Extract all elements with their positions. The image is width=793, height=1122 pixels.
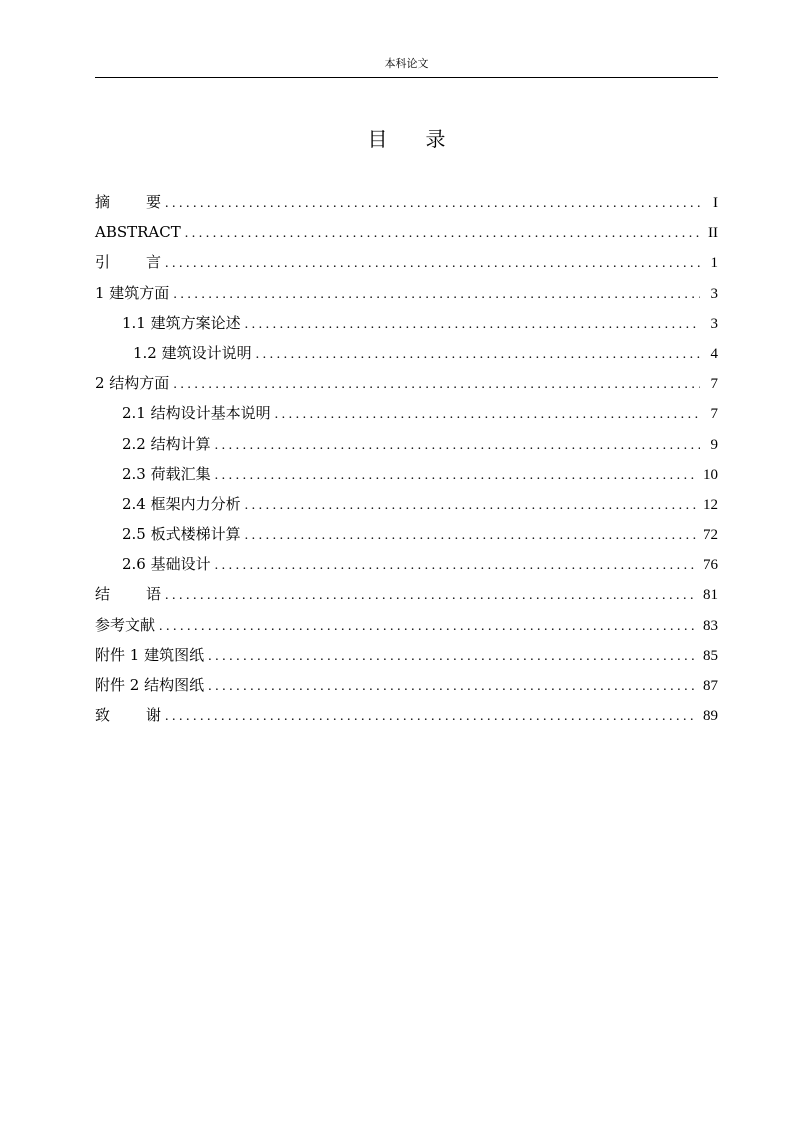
toc-leader-dots: [256, 340, 700, 370]
toc-leader-dots: [173, 280, 700, 310]
toc-entry-page: 76: [703, 557, 718, 574]
toc-entry-label: 摘要: [95, 193, 162, 211]
toc-entry-page: 72: [703, 527, 718, 544]
toc-entry-label: 附件 2 结构图纸: [95, 676, 205, 694]
toc-entry[interactable]: [95, 398, 718, 428]
toc-entry[interactable]: [95, 489, 718, 519]
toc-entry[interactable]: [95, 700, 718, 730]
toc-entry-label: 2 结构方面: [95, 374, 170, 393]
toc-leader-dots: [165, 702, 697, 732]
toc-entry[interactable]: [95, 247, 718, 277]
toc-entry-label: 1.2 建筑设计说明: [133, 343, 252, 362]
toc-leader-dots: [215, 551, 697, 581]
toc-entry[interactable]: [95, 610, 718, 640]
toc-entry[interactable]: [95, 217, 718, 247]
toc-entry-label: 结语: [95, 585, 162, 604]
toc-entry-label: ABSTRACT: [95, 223, 181, 242]
toc-leader-dots: [185, 219, 700, 249]
toc-entry-page: 1: [710, 255, 718, 272]
toc-entry-label: 2.6 基础设计: [122, 555, 211, 574]
toc-entry-page: 85: [703, 647, 718, 664]
toc-leader-dots: [165, 249, 700, 279]
toc-entry-page: 7: [710, 406, 718, 423]
toc-entry-page: 4: [710, 345, 718, 362]
page-header: 本科论文: [384, 57, 429, 70]
toc-leader-dots: [173, 370, 700, 400]
toc-entry-label: 参考文献: [95, 615, 156, 634]
toc-entry-label: 致谢: [95, 706, 162, 725]
toc-leader-dots: [245, 491, 697, 521]
toc-entry-page: 12: [703, 496, 718, 513]
toc-entry-label: 1 建筑方面: [95, 283, 170, 302]
toc-entry-page: 9: [710, 436, 718, 453]
toc-leader-dots: [245, 310, 700, 340]
toc-entry[interactable]: [95, 519, 718, 549]
toc-entry[interactable]: [95, 308, 718, 338]
toc-entry-page: 3: [710, 315, 718, 332]
toc-entry-page: 81: [703, 587, 718, 604]
toc-entry-page: 83: [703, 617, 718, 634]
toc-leader-dots: [215, 461, 697, 491]
toc-entry-label: 2.1 结构设计基本说明: [122, 404, 271, 423]
toc-entry-label: 附件 1 建筑图纸: [95, 645, 205, 664]
toc-leader-dots: [159, 612, 697, 642]
toc-entry[interactable]: [95, 278, 718, 308]
toc-entry-label: 2.2 结构计算: [122, 434, 211, 453]
toc-entry[interactable]: [95, 429, 718, 459]
header-rule: [95, 77, 718, 78]
toc-entry[interactable]: [95, 579, 718, 609]
toc-entry-page: 89: [703, 708, 718, 725]
toc-entry[interactable]: [95, 368, 718, 398]
toc-entry-label: 2.4 框架内力分析: [122, 494, 241, 513]
toc-entry[interactable]: [95, 670, 718, 700]
toc-entry-page: 7: [710, 376, 718, 393]
toc-entry[interactable]: [95, 640, 718, 670]
toc-leader-dots: [208, 672, 697, 702]
toc-title: 目录: [367, 127, 484, 151]
toc-entry-label: 引言: [95, 253, 162, 272]
toc-entry-page: I: [713, 195, 718, 211]
toc-leader-dots: [245, 521, 697, 551]
toc-leader-dots: [215, 431, 700, 461]
toc-entry[interactable]: [95, 338, 718, 368]
toc-entry[interactable]: [95, 459, 718, 489]
toc-leader-dots: [275, 400, 700, 430]
toc-entry-page: 10: [703, 466, 718, 483]
toc-entry[interactable]: [95, 187, 718, 217]
toc-entry-label: 2.3 荷载汇集: [122, 464, 211, 483]
toc-entry-label: 1.1 建筑方案论述: [122, 313, 241, 332]
toc-entry-page: 3: [710, 285, 718, 302]
toc-leader-dots: [208, 642, 697, 672]
toc-leader-dots: [165, 189, 700, 219]
toc-leader-dots: [165, 581, 697, 611]
table-of-contents: [95, 187, 718, 730]
toc-entry-page: 87: [703, 678, 718, 694]
toc-entry[interactable]: [95, 549, 718, 579]
toc-entry-page: II: [708, 225, 718, 242]
toc-entry-label: 2.5 板式楼梯计算: [122, 525, 241, 544]
